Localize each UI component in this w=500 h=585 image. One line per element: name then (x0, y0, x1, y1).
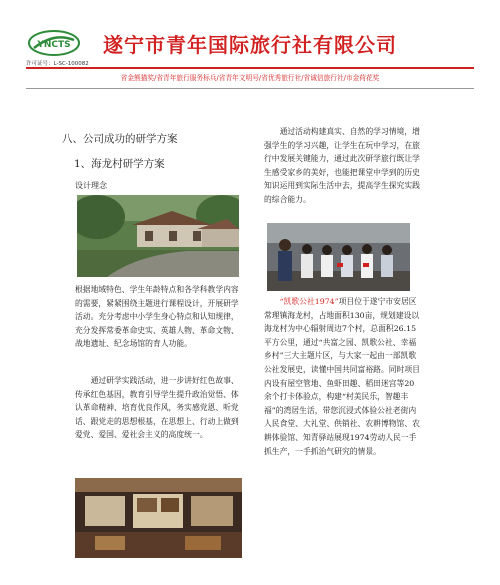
students-photo (267, 223, 410, 291)
logo-lettering: YNCTS (37, 40, 71, 50)
kaige-commune-text (264, 295, 422, 458)
honors-line: 省金熊猫奖/省青年旅行服务标兵/省青年文明号/省优秀旅行社/省诚信旅行社/市金荷花奖 (120, 74, 380, 82)
company-logo (28, 30, 80, 56)
goals-text: 通过活动构建真实、自然的学习情境，增强学生的学习兴趣，让学生在玩中学习，在旅行中发展关键能力，通过此次研学旅行既让学生感受家乡的美好，也能把课堂中学到的历史知识运用到实际生活中去，提高学生探究实践的综合能力。 (264, 127, 420, 204)
header-divider (26, 67, 474, 69)
design-concept-text: 根据地域特色、学生年龄特点和各学科教学内容的需要，紧紧围绕主题进行课程设计，开展研学活动。充分考虑中小学生身心特点和认知规律，充分发挥常委革命史实、英雄人物、革命文物、战地遗址、纪念场馆的育人功能。 (75, 285, 239, 349)
section-title: 八、公司成功的研学方案 (62, 133, 178, 145)
company-name: 遂宁市青年国际旅行社有限公司 (103, 33, 397, 57)
design-concept-label: 设计理念 (75, 181, 107, 190)
subsection-title: 1、海龙村研学方案 (74, 158, 165, 170)
kaige-commune-body: 项目位于遂宁市安居区常理镇海龙村，占地面积130亩，规划建设以海龙村为中心辐射周边7个村，总面积26.15平方公里，通过“共富之园、凯歌公社、幸福乡村”三大主题片区，与大家一起由一部凯歌公社发展史，读懂中国共同富裕路。同时项目内设有屋空管地、鱼虾田趣、稻田迷宫等20余个打卡体验点，构建“村美民乐，智趣丰福”的湾居生活，带您沉浸式体验公社老街内人民食堂、大礼堂、供销社、农耕博物馆、农耕体验馆、知青驿站展现1974劳动人民一手抓生产，一手抓治气研究的情景。 (264, 297, 420, 456)
exhibition-hall-photo (75, 478, 242, 558)
license-number: 许可证号：L-SC-100082 (26, 61, 89, 67)
village-photo (77, 195, 239, 277)
practice-text: 通过研学实践活动，进一步讲好红色故事、传承红色基因，教育引导学生提升政治觉悟、体认革命精神、培育优良作风，务实感党恩、听党话、跟党走的思想根基，在思想上、行动上做到爱党、爱国、爱社会主义的高度统一。 (75, 376, 239, 440)
kaige-commune-highlight: “凯歌公社1974” (279, 297, 339, 306)
honors-divider (26, 88, 474, 89)
